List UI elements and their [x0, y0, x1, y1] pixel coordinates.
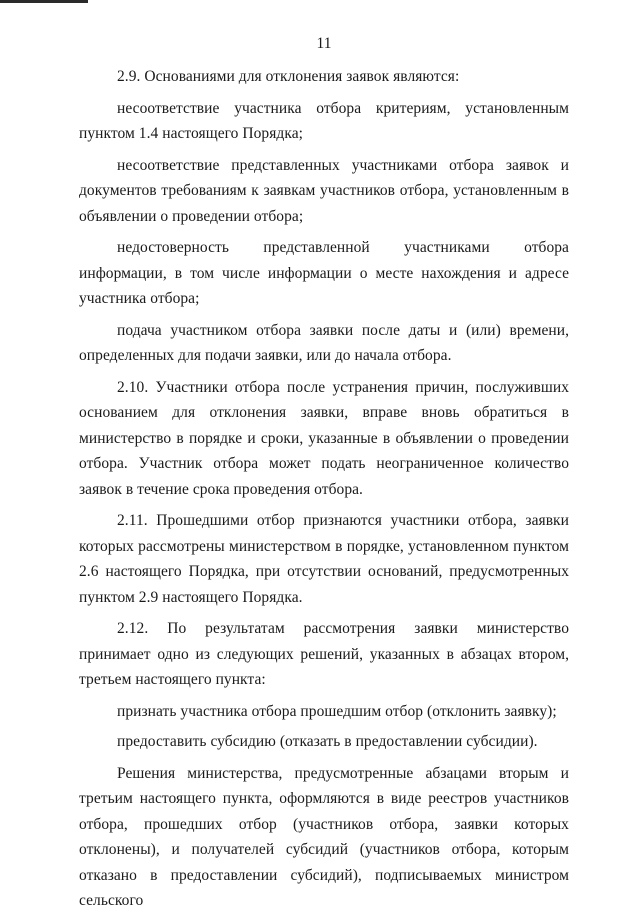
paragraph-2-9-heading: 2.9. Основаниями для отклонения заявок являются:: [117, 68, 460, 85]
paragraph-2-11: 2.11. Прошедшими отбор признаются участники отбора, заявки которых рассмотрены министерством в порядке, установленном пунктом 2.6 настоящего Порядка, при отсутствии оснований, предусмотренных пунктом 2.9 настоящего Порядка.: [79, 512, 569, 606]
paragraph-decision-approve: признать участника отбора прошедшим отбор (отклонить заявку);: [117, 702, 557, 720]
paragraph-reason-criteria: несоответствие участника отбора критериям, установленным пунктом 1.4 настоящего Порядка;: [79, 99, 569, 142]
scan-edge-mark: [0, 0, 88, 3]
page-number: 11: [316, 35, 332, 52]
paragraph-registries: Решения министерства, предусмотренные абзацами вторым и третьим настоящего пункта, оформляются в виде реестров участников отбора, прошедших отбор (участников отбора, заявки которых отклонены), и получателей субсидий (участников отбора, которым отказано в предоставлении субсидий), подписываемых министром сельского: [79, 764, 569, 909]
paragraph-decision-subsidy: предоставить субсидию (отказать в предоставлении субсидии).: [117, 733, 538, 750]
paragraph-2-12: 2.12. По результатам рассмотрения заявки министерство принимает одно из следующих решений, указанных в абзацах втором, третьем настоящего пункта:: [79, 620, 569, 688]
paragraph-2-10: 2.10. Участники отбора после устранения причин, послуживших основанием для отклонения заявки, вправе вновь обратиться в министерство в порядке и сроки, указанные в объявлении о проведении отбора. Участник отбора может подать неограниченное количество заявок в течение срока проведения отбора.: [79, 378, 569, 498]
document-body: [79, 64, 569, 920]
paragraph-reason-timing: подача участником отбора заявки после даты и (или) времени, определенных для подачи заявки, или до начала отбора.: [79, 321, 569, 364]
paragraph-reason-inaccuracy: недостоверность представленной участниками отбора информации, в том числе информации о месте нахождения и адресе участника отбора;: [79, 239, 569, 307]
paragraph-reason-documents: несоответствие представленных участниками отбора заявок и документов требованиям к заявкам участников отбора, установленным в объявлении о проведении отбора;: [79, 156, 569, 225]
